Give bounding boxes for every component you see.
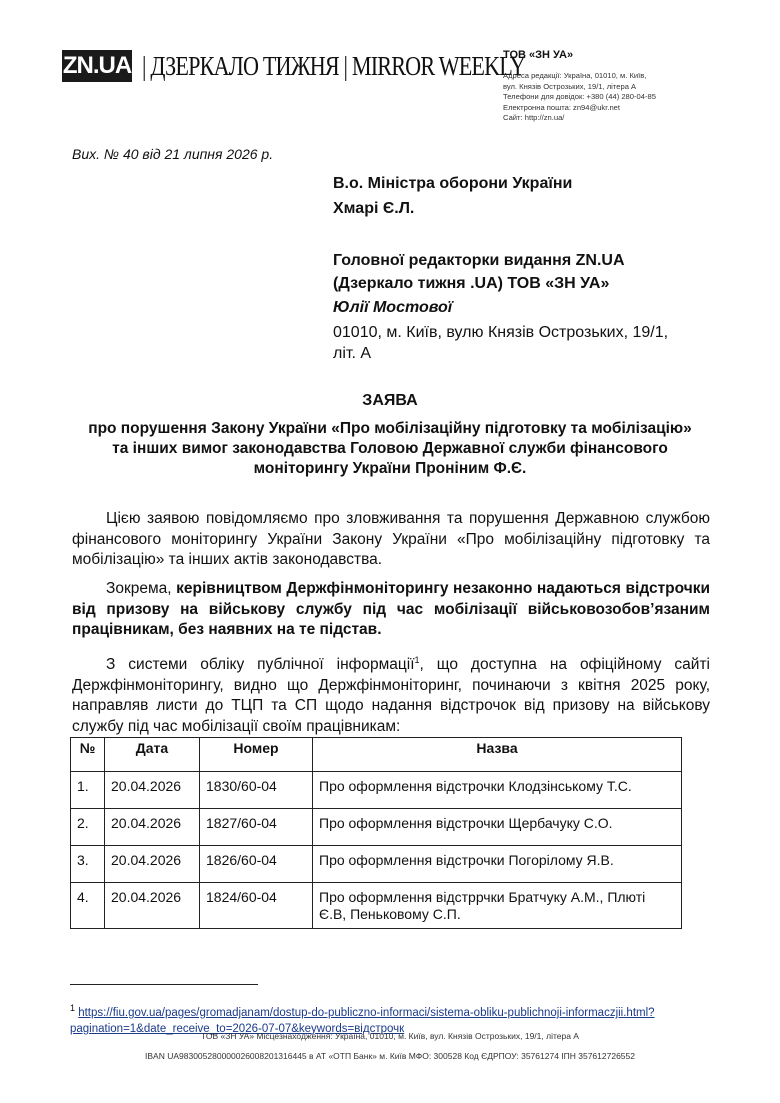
- col-header-number: Номер: [200, 738, 313, 772]
- table-row: [71, 772, 682, 809]
- address-line: Адреса редакції: Україна, 01010, м. Київ,: [503, 71, 647, 80]
- sender-address: 01010, м. Київ, вулю Князів Острозьких, 19/1,: [333, 324, 669, 341]
- paragraph-2: [72, 579, 710, 641]
- table-header-row: [71, 738, 682, 772]
- document-subtitle: [70, 419, 710, 479]
- zn-ua-logo: ZN.UA: [62, 50, 132, 82]
- cell-number: 1827/60-04: [200, 809, 313, 846]
- letters-table: [70, 737, 682, 929]
- table-row: [71, 883, 682, 929]
- footnote-link[interactable]: https://fiu.gov.ua/pages/gromadjanam/dostup-do-publiczno-informaci/sistema-obliku-publichnoji-informaczjii.html?pagination=1&date_receive_to=2026-07-07&keywords=відстрочк: [70, 1006, 655, 1035]
- recipient-name: Хмарі Є.Л.: [333, 200, 415, 217]
- cell-number: 1830/60-04: [200, 772, 313, 809]
- address-line: Телефони для довідок: +380 (44) 280-04-85: [503, 92, 656, 101]
- paragraph-emphasis: керівництвом Держфінмоніторингу незаконно надаються відстрочки від призову на військову службу під час мобілізації військовозобов’язаним працівникам, без наявних на те підстав.: [72, 580, 710, 638]
- cell-title: Про оформлення відстрочки Клодзінському Т.С.: [313, 772, 682, 809]
- cell-no: 1.: [71, 772, 105, 809]
- sender-name: Юлії Мостової: [333, 299, 453, 316]
- sender-address-cont: літ. А: [333, 345, 372, 362]
- footnote-ref[interactable]: 1: [414, 655, 420, 665]
- document-title: ЗАЯВА: [362, 392, 418, 409]
- cell-date: 20.04.2026: [105, 883, 200, 929]
- cell-date: 20.04.2026: [105, 846, 200, 883]
- outgoing-number: Вих. № 40 від 21 липня 2026 р.: [72, 146, 274, 162]
- cell-title: Про оформлення відстрочки Щербачуку С.О.: [313, 809, 682, 846]
- cell-date: 20.04.2026: [105, 809, 200, 846]
- paragraph-text: , що доступна на офіційному сайті Держфінмоніторингу, видно що Держфінмоніторинг, починаючи з квітня 2025 року, направляв листи до ТЦП та СП щодо надання відстрочок від призову на військову службу під час мобілізації своїм працівникам:: [72, 656, 710, 735]
- paragraph-lead: Зокрема,: [106, 580, 177, 597]
- col-header-no: №: [71, 738, 105, 772]
- cell-no: 3.: [71, 846, 105, 883]
- cell-no: 4.: [71, 883, 105, 929]
- sender-position: Головної редакторки видання ZN.UA: [333, 252, 625, 269]
- col-header-date: Дата: [105, 738, 200, 772]
- cell-title: Про оформлення відстрочки Погорілому Я.В.: [313, 846, 682, 883]
- address-line: вул. Князів Острозьких, 19/1, літера А: [503, 81, 637, 91]
- col-header-title: Назва: [313, 738, 682, 772]
- sender-organization: (Дзеркало тижня .UA) ТОВ «ЗН УА»: [333, 275, 610, 292]
- paragraph-1: [72, 509, 710, 571]
- company-name: ТОВ «ЗН УА»: [503, 49, 574, 61]
- footer-bank-details: IBAN UA983005280000026008201316445 в АТ «ОТП Банк» м. Київ МФО: 300528 Код ЄДРПОУ: 35761274 ІПН 357612726552: [145, 1051, 635, 1061]
- cell-number: 1824/60-04: [200, 883, 313, 929]
- subtitle-line: моніторингу України Проніним Ф.Є.: [253, 460, 527, 477]
- paragraph-text: З системи обліку публічної інформації: [106, 656, 415, 674]
- company-address: [503, 71, 703, 124]
- paragraph-text: Цією заявою повідомляємо про зловживання та порушення Державною службою фінансового моніторингу України Закону України «Про мобілізаційну підготовку та мобілізацію» та інших актів законодавства.: [72, 510, 710, 568]
- cell-number: 1826/60-04: [200, 846, 313, 883]
- cell-title: Про оформлення відстррчки Братчуку А.М., Плюті Є.В, Пеньковому С.П.: [313, 883, 682, 929]
- table-row: [71, 846, 682, 883]
- subtitle-line: про порушення Закону України «Про мобілізаційну підготовку та мобілізацію»: [88, 420, 692, 437]
- footer-address: ТОВ «ЗН УА» Місцезнаходження: Україна, 01010, м. Київ, вул. Князів Острозьких, 19/1, літера А: [201, 1031, 579, 1041]
- address-line: Електронна пошта: zn94@ukr.net: [503, 102, 621, 112]
- paragraph-3: [72, 650, 710, 737]
- recipient-position: В.о. Міністра оборони України: [333, 175, 573, 192]
- footnote-mark: 1: [70, 1003, 76, 1013]
- address-line: Сайт: http://zn.ua/: [503, 113, 565, 122]
- subtitle-line: та інших вимог законодавства Головою Державної служби фінансового: [112, 440, 668, 457]
- cell-no: 2.: [71, 809, 105, 846]
- masthead: | ДЗЕРКАЛО ТИЖНЯ | MIRROR WEEKLY: [142, 51, 525, 81]
- cell-date: 20.04.2026: [105, 772, 200, 809]
- table-row: [71, 809, 682, 846]
- footnote-divider: [70, 984, 258, 985]
